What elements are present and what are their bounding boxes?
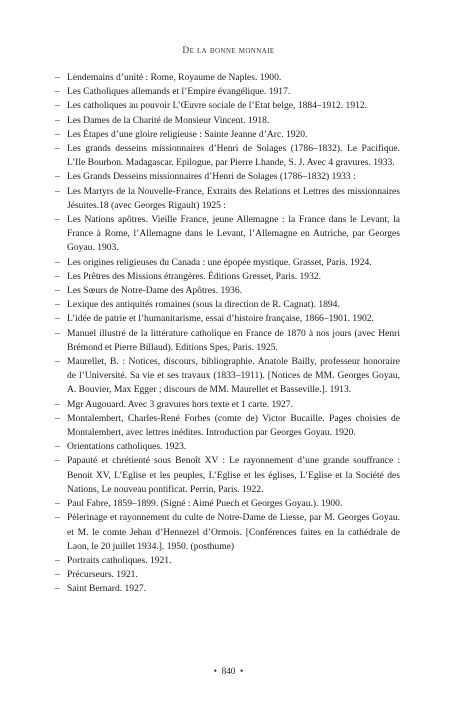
- bibliography-entry: [55, 298, 400, 312]
- entry-dash: –: [55, 356, 60, 368]
- bibliography-entry: [55, 284, 400, 298]
- bibliography-entry: [55, 128, 400, 142]
- bibliography-entry: [55, 568, 400, 582]
- entry-dash: –: [55, 270, 60, 282]
- entry-text: Paul Fabre, 1859–1899. (Signé : Aimé Puech et Georges Goyau.). 1900.: [67, 498, 343, 510]
- entry-dash: –: [55, 299, 60, 311]
- page-folio: [0, 666, 457, 676]
- entry-dash: –: [55, 569, 60, 581]
- folio-ornament-right: •: [239, 666, 244, 676]
- running-head: De la bonne monnaie: [182, 46, 275, 56]
- entry-dash: –: [55, 86, 60, 98]
- bibliography-entry: [55, 99, 400, 113]
- entry-text: Les Sœurs de Notre-Dame des Apôtres. 1936.: [67, 285, 242, 297]
- entry-text: Les grands desseins missionnaires d’Henri de Solages (1786–1832). Le Pacifique. L’Ile Bourbon. Madagascar. Epilogue, par Pierre Lhande, S. J. Avec 4 gravures. 1933.: [67, 143, 400, 169]
- entry-dash: –: [55, 285, 60, 297]
- entry-text: Mgr Augouard. Avec 3 gravures hors texte et 1 carte. 1927.: [67, 398, 293, 410]
- bibliography-entry: [55, 85, 400, 99]
- entry-dash: –: [55, 143, 60, 155]
- bibliography-entry: [55, 142, 400, 170]
- entry-text: Lexique des antiquités romaines (sous la direction de R. Cagnat). 1894.: [67, 299, 340, 311]
- entry-text: Les Martyrs de la Nouvelle-France, Extraits des Relations et Lettres des missionnaires Jésuites.18 (avec Georges Rigault) 1925 :: [67, 185, 400, 211]
- entry-text: Montalembert, Charles-René Forbes (comte de) Victor Bucaille. Pages choisies de Montalembert, avec lettres inédites. Introduction par Georges Goyau. 1920.: [67, 412, 400, 439]
- entry-text: Portraits catholiques. 1921.: [67, 554, 172, 566]
- bibliography-entry: [55, 412, 400, 440]
- entry-text: Maurellet, B. : Notices, discours, bibliographie. Anatole Bailly, professeur honoraire de l’Université. Sa vie et ses travaux (1833–1911). [Notices de MM. Georges Goyau, A. Bouvier, Max Egger ; discours de MM. Maurellet et Basseville.]. 1913.: [67, 356, 400, 396]
- bibliography-entry: [55, 327, 400, 355]
- bibliography-entry: [55, 355, 400, 398]
- entry-dash: –: [55, 455, 60, 467]
- bibliography-entry: [55, 270, 400, 284]
- entry-text: L’idée de patrie et l’humanitarisme, essai d’histoire française, 1866–1901. 1902.: [67, 313, 374, 325]
- entry-text: Saint Bernard. 1927.: [67, 583, 147, 595]
- entry-text: Précurseurs. 1921.: [67, 569, 138, 581]
- entry-dash: –: [55, 554, 60, 566]
- entry-dash: –: [55, 256, 60, 268]
- entry-dash: –: [55, 171, 60, 183]
- entry-text: Papauté et chrétienté sous Benoît XV : Le rayonnement d’une grande souffrance : Benoit XV, L’Eglise et les peuples, L’Eglise et les églises, L’Eglise et la Société des Nations, Le nouveau pontificat. Perrin, Paris. 1922.: [67, 455, 400, 495]
- bibliography-entry: [55, 582, 400, 596]
- page-number: 840: [221, 666, 236, 676]
- entry-dash: –: [55, 412, 60, 424]
- entry-text: Les Étapes d’une gloire religieuse : Sainte Jeanne d’Arc. 1920.: [67, 128, 308, 140]
- entry-text: Orientations catholiques. 1923.: [67, 441, 187, 453]
- entry-dash: –: [55, 214, 60, 226]
- entry-dash: –: [55, 313, 60, 325]
- entry-dash: –: [55, 128, 60, 140]
- entry-dash: –: [55, 327, 60, 339]
- bibliography-entry: [55, 256, 400, 270]
- entry-text: Lendemains d’unité : Rome, Royaume de Naples. 1900.: [67, 72, 282, 83]
- entry-dash: –: [55, 100, 60, 112]
- entry-dash: –: [55, 441, 60, 453]
- bibliography-entry: [55, 554, 400, 568]
- entry-dash: –: [55, 114, 60, 126]
- folio-ornament-left: •: [213, 666, 218, 676]
- entry-text: Les Catholiques allemands et l’Empire évangélique. 1917.: [67, 86, 291, 98]
- bibliography-entry: [55, 114, 400, 128]
- bibliography-entry: [55, 398, 400, 412]
- entry-text: Les Grands Desseins missionnaires d’Henri de Solages (1786–1832) 1933 :: [67, 171, 356, 183]
- entry-dash: –: [55, 498, 60, 510]
- bibliography-entry: [55, 454, 400, 497]
- entry-dash: –: [55, 398, 60, 410]
- bibliography-entry: [55, 213, 400, 256]
- bibliography-entry: [55, 440, 400, 454]
- entry-dash: –: [55, 72, 60, 83]
- bibliography-entry: [55, 312, 400, 326]
- bibliography-list: [55, 71, 400, 597]
- entry-text: Les Nations apôtres. Vieille France, jeune Allemagne : la France dans le Levant, la France à Rome, l’Allemagne dans le Levant, l’Allemagne en Autriche, par Georges Goyau. 1903.: [67, 214, 400, 254]
- entry-dash: –: [55, 583, 60, 595]
- entry-text: Les Dames de la Charité de Monsieur Vincent. 1918.: [67, 114, 270, 126]
- bibliography-entry: [55, 71, 400, 85]
- entry-text: Les origines religieuses du Canada : une épopée mystique. Grasset, Paris. 1924.: [67, 256, 372, 268]
- bibliography-entry: [55, 170, 400, 184]
- entry-dash: –: [55, 512, 60, 524]
- entry-text: Les Prêtres des Missions étrangères. Éditions Gresset, Paris. 1932.: [67, 270, 322, 282]
- entry-dash: –: [55, 185, 60, 197]
- entry-text: Manuel illustré de la littérature catholique en France de 1870 à nos jours (avec Henri Brémond et Pierre Billaud). Editions Spes, Paris. 1925.: [67, 327, 400, 353]
- entry-text: Les catholiques au pouvoir L’Œuvre sociale de l’Etat belge, 1884–1912. 1912.: [67, 100, 368, 112]
- bibliography-entry: [55, 511, 400, 554]
- bibliography-entry: [55, 185, 400, 213]
- bibliography-entry: [55, 497, 400, 511]
- entry-text: Pèlerinage et rayonnement du culte de Notre-Dame de Liesse, par M. Georges Goyau. et M. le comte Jehan d’Hennezel d’Ormois. [Conférences faites en la cathédrale de Laon, le 20 juillet 1934.]. 1950. (posthume): [67, 512, 400, 552]
